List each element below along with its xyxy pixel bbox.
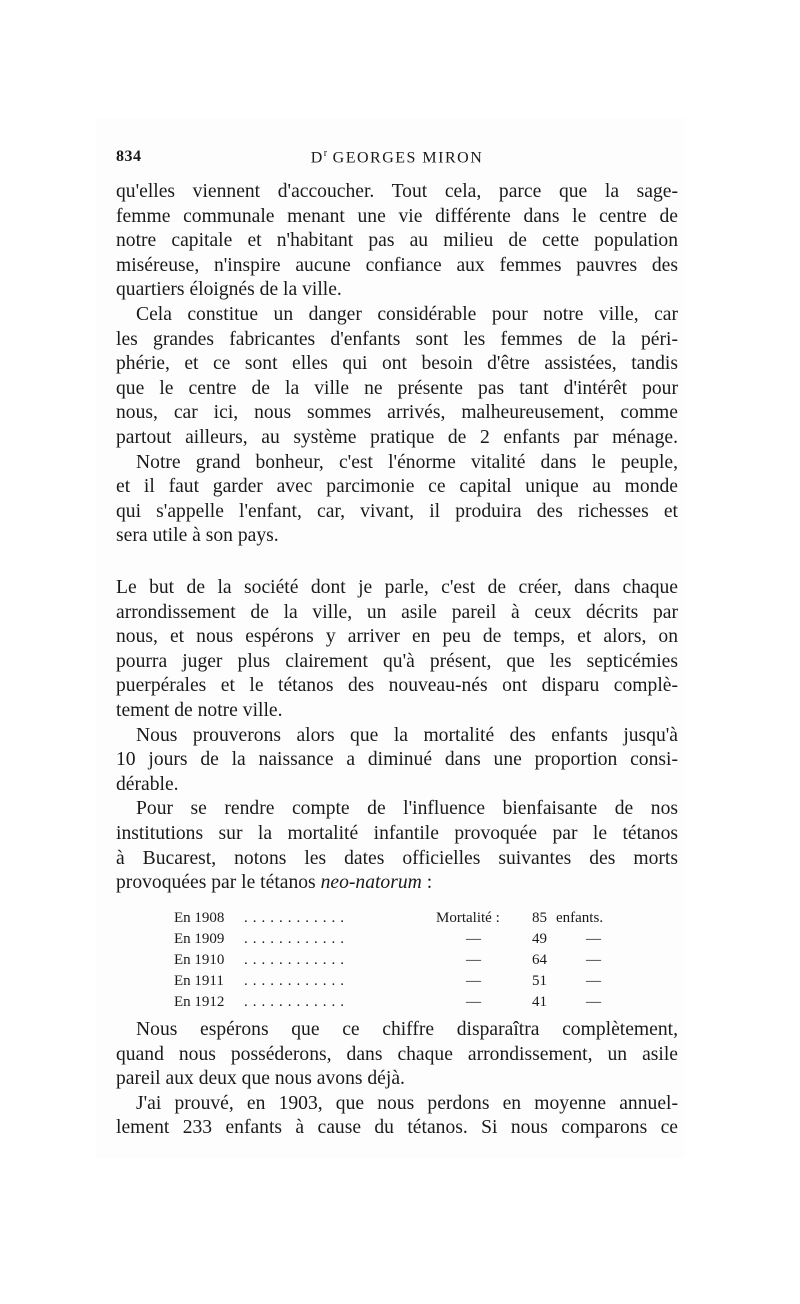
- year-cell: En 1911: [174, 973, 224, 989]
- text-line-start: provoquées par le tétanos: [116, 872, 321, 894]
- text-line: Le but de la société dont je parle, c'est de créer, dans chaque: [116, 577, 678, 598]
- count-cell: 41: [532, 994, 547, 1010]
- table-row: [174, 992, 624, 1013]
- year-cell: En 1909: [174, 931, 225, 947]
- text-line: femme communale menant une vie différente dans le centre de: [116, 205, 678, 227]
- text-line: miséreuse, n'inspire aucune confiance aux femmes pauvres des: [116, 254, 678, 276]
- author-prefix: D: [310, 149, 324, 167]
- text-line: phérie, et ce sont elles qui ont besoin d'être assistées, tandis: [116, 353, 678, 375]
- text-line: Nous espérons que ce chiffre disparaîtra complètement,: [136, 1019, 678, 1040]
- text-line: 10 jours de la naissance a diminué dans une proportion consi-: [116, 749, 678, 771]
- text-line-end: :: [421, 872, 433, 894]
- text-line: notre capitale et n'habitant pas au milieu de cette population: [116, 230, 678, 252]
- text-line: tement de notre ville.: [116, 699, 283, 721]
- ditto-dash: —: [466, 952, 481, 968]
- text-line: nous, car ici, nous sommes arrivés, malheureusement, comme: [116, 402, 678, 424]
- table-row: [174, 971, 624, 992]
- mortality-table: [174, 908, 624, 1013]
- year-cell: En 1910: [174, 952, 225, 968]
- text-line: Notre grand bonheur, c'est l'énorme vitalité dans le peuple,: [136, 451, 678, 473]
- text-line: pourra juger plus clairement qu'à présent, que les septicémies: [116, 650, 678, 672]
- leader-dots: ............: [244, 994, 349, 1010]
- leader-dots: ............: [244, 973, 349, 989]
- year-cell: En 1912: [174, 994, 225, 1010]
- ditto-dash: —: [586, 952, 601, 968]
- count-cell: 85: [532, 910, 547, 926]
- table-row: [174, 950, 624, 971]
- text-line: puerpérales et le tétanos des nouveau-nés ont disparu complè-: [116, 675, 678, 697]
- text-line: pareil aux deux que nous avons déjà.: [116, 1068, 405, 1090]
- leader-dots: ............: [244, 952, 349, 968]
- table-row: [174, 908, 624, 929]
- count-cell: 64: [532, 952, 547, 968]
- ditto-dash: —: [466, 994, 481, 1010]
- text-line: que le centre de la ville ne présente pas tant d'intérêt pour: [116, 377, 678, 399]
- text-line: arrondissement de la ville, un asile pareil à ceux décrits par: [116, 601, 678, 623]
- text-line: partout ailleurs, au système pratique de 2 enfants par ménage.: [116, 426, 678, 448]
- unit-label: enfants.: [556, 910, 604, 926]
- author-name: GEORGES MIRON: [332, 149, 484, 167]
- text-line: Nous prouverons alors que la mortalité des enfants jusqu'à: [136, 724, 678, 746]
- neo-natorum-term: neo-natorum: [320, 872, 422, 894]
- count-cell: 49: [532, 931, 547, 947]
- text-line: [116, 871, 678, 896]
- text-line: Cela constitue un danger considérable pour notre ville, car: [136, 303, 678, 325]
- text-line: sera utile à son pays.: [116, 525, 279, 547]
- text-line: nous, et nous espérons y arriver en peu de temps, et alors, on: [116, 626, 678, 648]
- text-line: J'ai prouvé, en 1903, que nous perdons en moyenne annuel-: [136, 1092, 678, 1114]
- count-cell: 51: [532, 973, 547, 989]
- ditto-dash: —: [586, 931, 601, 947]
- text-line: quand nous posséderons, dans chaque arrondissement, un asile: [116, 1043, 678, 1065]
- leader-dots: ............: [244, 931, 349, 947]
- author-prefix-superscript: r: [323, 148, 328, 159]
- leader-dots: ............: [244, 910, 349, 926]
- text-line: lement 233 enfants à cause du tétanos. Si nous comparons ce: [116, 1117, 678, 1139]
- text-block-2: [116, 576, 678, 896]
- book-page: [96, 118, 684, 1158]
- text-block-1: [116, 180, 678, 549]
- text-line: dérable.: [116, 773, 179, 795]
- page-header: [116, 148, 678, 170]
- text-line: quartiers éloignés de la ville.: [116, 279, 342, 301]
- text-block-3: [116, 1018, 678, 1141]
- text-line: et il faut garder avec parcimonie ce capital unique au monde: [116, 476, 678, 498]
- mortality-label: Mortalité :: [436, 910, 500, 926]
- ditto-dash: —: [586, 973, 601, 989]
- text-line: qui s'appelle l'enfant, car, vivant, il produira des richesses et: [116, 500, 678, 522]
- text-line: institutions sur la mortalité infantile provoquée par le tétanos: [116, 822, 678, 844]
- year-cell: En 1908: [174, 910, 225, 926]
- text-line: les grandes fabricantes d'enfants sont les femmes de la péri-: [116, 328, 678, 350]
- ditto-dash: —: [466, 931, 481, 947]
- ditto-dash: —: [586, 994, 601, 1010]
- running-head: [116, 148, 678, 167]
- text-line: qu'elles viennent d'accoucher. Tout cela, parce que la sage-: [116, 181, 678, 202]
- ditto-dash: —: [466, 973, 481, 989]
- text-line: Pour se rendre compte de l'influence bienfaisante de nos: [136, 798, 678, 820]
- table-row: [174, 929, 624, 950]
- text-line: à Bucarest, notons les dates officielles suivantes des morts: [116, 847, 678, 869]
- page-number: 834: [116, 148, 142, 165]
